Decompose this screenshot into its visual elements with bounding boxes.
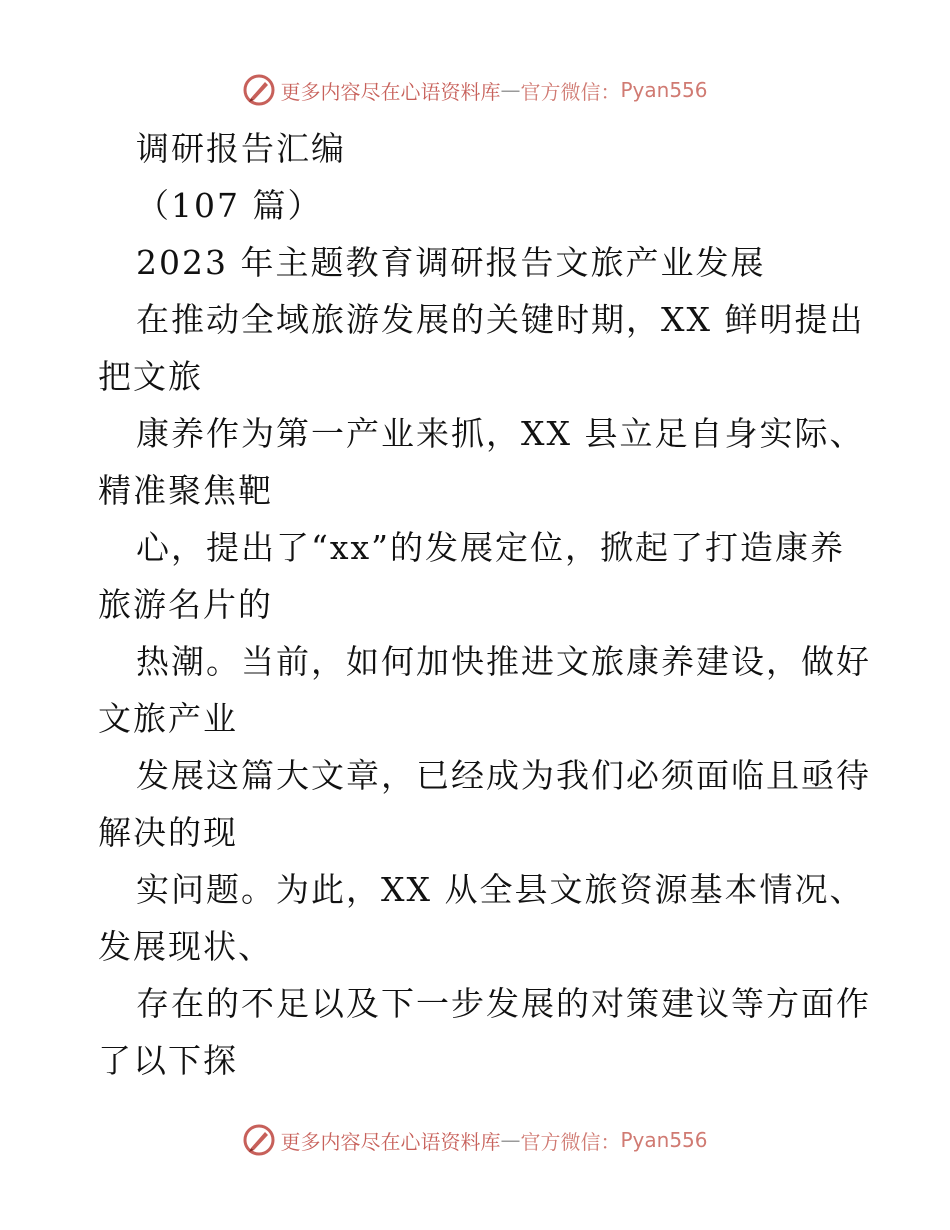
- document-count: （107 篇）: [136, 186, 323, 225]
- paragraph-line: 存在的不足以及下一步发展的对策建议等方面作: [136, 984, 871, 1023]
- paragraph-line: 文旅产业: [98, 699, 238, 738]
- paragraph-line: 心，提出了“xx”的发展定位，掀起了打造康养: [136, 528, 845, 567]
- banner-wechat-label: 官方微信：: [520, 79, 621, 104]
- banner-dash: —: [500, 78, 521, 102]
- paragraph-line: 康养作为第一产业来抓，XX 县立足自身实际、: [136, 414, 865, 453]
- paragraph-line: 热潮。当前，如何加快推进文旅康养建设，做好: [136, 642, 871, 681]
- paragraph-line: 了以下探: [98, 1041, 238, 1080]
- document-subtitle: 2023 年主题教育调研报告文旅产业发展: [136, 243, 766, 282]
- paragraph-line: 精准聚焦靶: [98, 471, 273, 510]
- paragraph-line: 在推动全域旅游发展的关键时期，XX 鲜明提出: [136, 300, 865, 339]
- paragraph-line: 把文旅: [98, 357, 203, 396]
- banner-wechat-label: 官方微信：: [520, 1129, 621, 1154]
- paragraph-line: 解决的现: [98, 813, 238, 852]
- paragraph-line: 实问题。为此，XX 从全县文旅资源基本情况、: [136, 870, 865, 909]
- banner-site-text: 更多内容尽在心语资料库: [280, 1129, 501, 1154]
- header-watermark: [0, 70, 950, 110]
- banner-wechat-id: Pyan556: [620, 1128, 708, 1152]
- banner-dash: —: [500, 1128, 521, 1152]
- document-body: [98, 120, 878, 1089]
- paragraph-line: 发展这篇大文章，已经成为我们必须面临且亟待: [136, 756, 871, 795]
- pen-logo-icon: [242, 73, 276, 107]
- paragraph-line: 旅游名片的: [98, 585, 273, 624]
- banner-site-text: 更多内容尽在心语资料库: [280, 79, 501, 104]
- paragraph-line: 发展现状、: [98, 927, 273, 966]
- footer-watermark: [0, 1120, 950, 1160]
- banner-wechat-id: Pyan556: [620, 78, 708, 102]
- pen-logo-icon: [242, 1123, 276, 1157]
- document-title: 调研报告汇编: [136, 129, 346, 168]
